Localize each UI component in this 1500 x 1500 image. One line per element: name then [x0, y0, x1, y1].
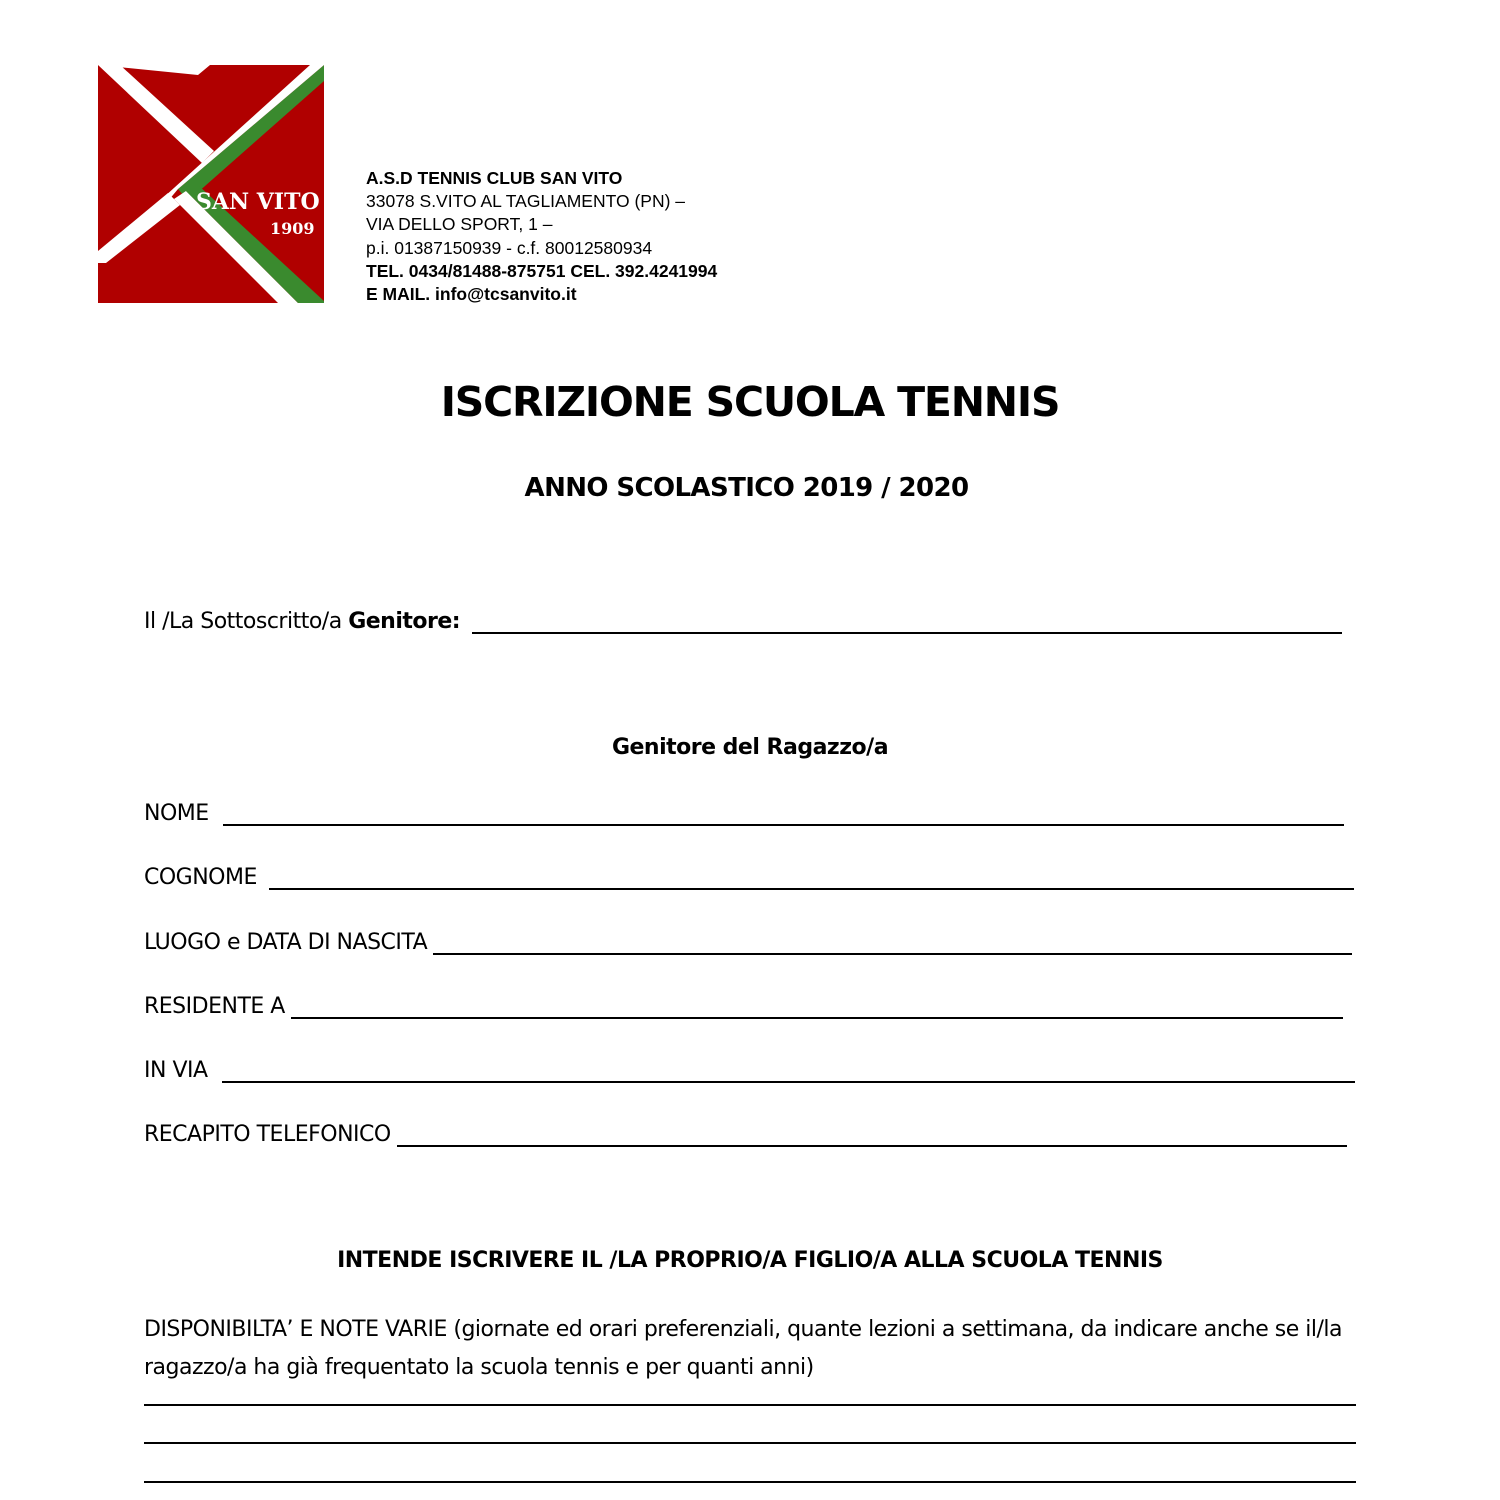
field-blank-cognome[interactable] [269, 866, 1354, 890]
field-label-nome: NOME [144, 801, 209, 826]
field-label-nascita: LUOGO e DATA DI NASCITA [144, 930, 428, 955]
field-blank-via[interactable] [222, 1059, 1355, 1083]
org-address-1: 33078 S.VITO AL TAGLIAMENTO (PN) – [366, 191, 686, 212]
notes-instructions: DISPONIBILTA’ E NOTE VARIE (giornate ed orari preferenziali, quante lezioni a settimana, da indicare anche se il/la ragazzo/a ha già frequentato la scuola tennis e per quanti anni) [144, 1317, 1342, 1380]
field-label-telefono: RECAPITO TELEFONICO [144, 1122, 391, 1147]
field-blank-nascita[interactable] [433, 931, 1352, 955]
parent-blank-line[interactable] [472, 610, 1342, 634]
org-info [366, 167, 717, 306]
field-row-telefono [144, 1117, 1347, 1147]
parent-row [144, 604, 1342, 634]
page-subtitle: ANNO SCOLASTICO 2019 / 2020 [524, 473, 969, 503]
club-logo [98, 65, 324, 303]
parent-label: Il /La Sottoscritto/a Genitore: [144, 609, 461, 634]
field-label-cognome: COGNOME [144, 865, 257, 890]
field-blank-nome[interactable] [223, 802, 1344, 826]
field-label-residente: RESIDENTE A [144, 994, 285, 1019]
field-row-via [144, 1053, 1355, 1083]
intent-heading: INTENDE ISCRIVERE IL /LA PROPRIO/A FIGLIO/A ALLA SCUOLA TENNIS [337, 1248, 1163, 1273]
field-row-residente [144, 989, 1343, 1019]
org-tax-ids: p.i. 01387150939 - c.f. 80012580934 [366, 237, 653, 258]
section-heading: Genitore del Ragazzo/a [611, 735, 889, 760]
page-title: ISCRIZIONE SCUOLA TENNIS [440, 378, 1060, 426]
field-blank-residente[interactable] [291, 995, 1343, 1019]
field-row-cognome [144, 860, 1354, 890]
notes-line-1[interactable] [144, 1404, 1356, 1406]
org-phone: TEL. 0434/81488-875751 CEL. 392.4241994 [366, 260, 718, 281]
org-name: A.S.D TENNIS CLUB SAN VITO [366, 168, 623, 188]
logo-name: SAN VITO [196, 189, 320, 215]
field-row-nome [144, 796, 1344, 826]
logo-year: 1909 [270, 219, 315, 238]
notes-line-3[interactable] [144, 1481, 1356, 1483]
notes-line-2[interactable] [144, 1442, 1356, 1444]
org-email: E MAIL. info@tcsanvito.it [366, 284, 577, 305]
field-label-via: IN VIA [144, 1058, 208, 1083]
org-address-2: VIA DELLO SPORT, 1 – [366, 214, 553, 235]
field-blank-telefono[interactable] [397, 1123, 1347, 1147]
field-row-nascita [144, 925, 1352, 955]
